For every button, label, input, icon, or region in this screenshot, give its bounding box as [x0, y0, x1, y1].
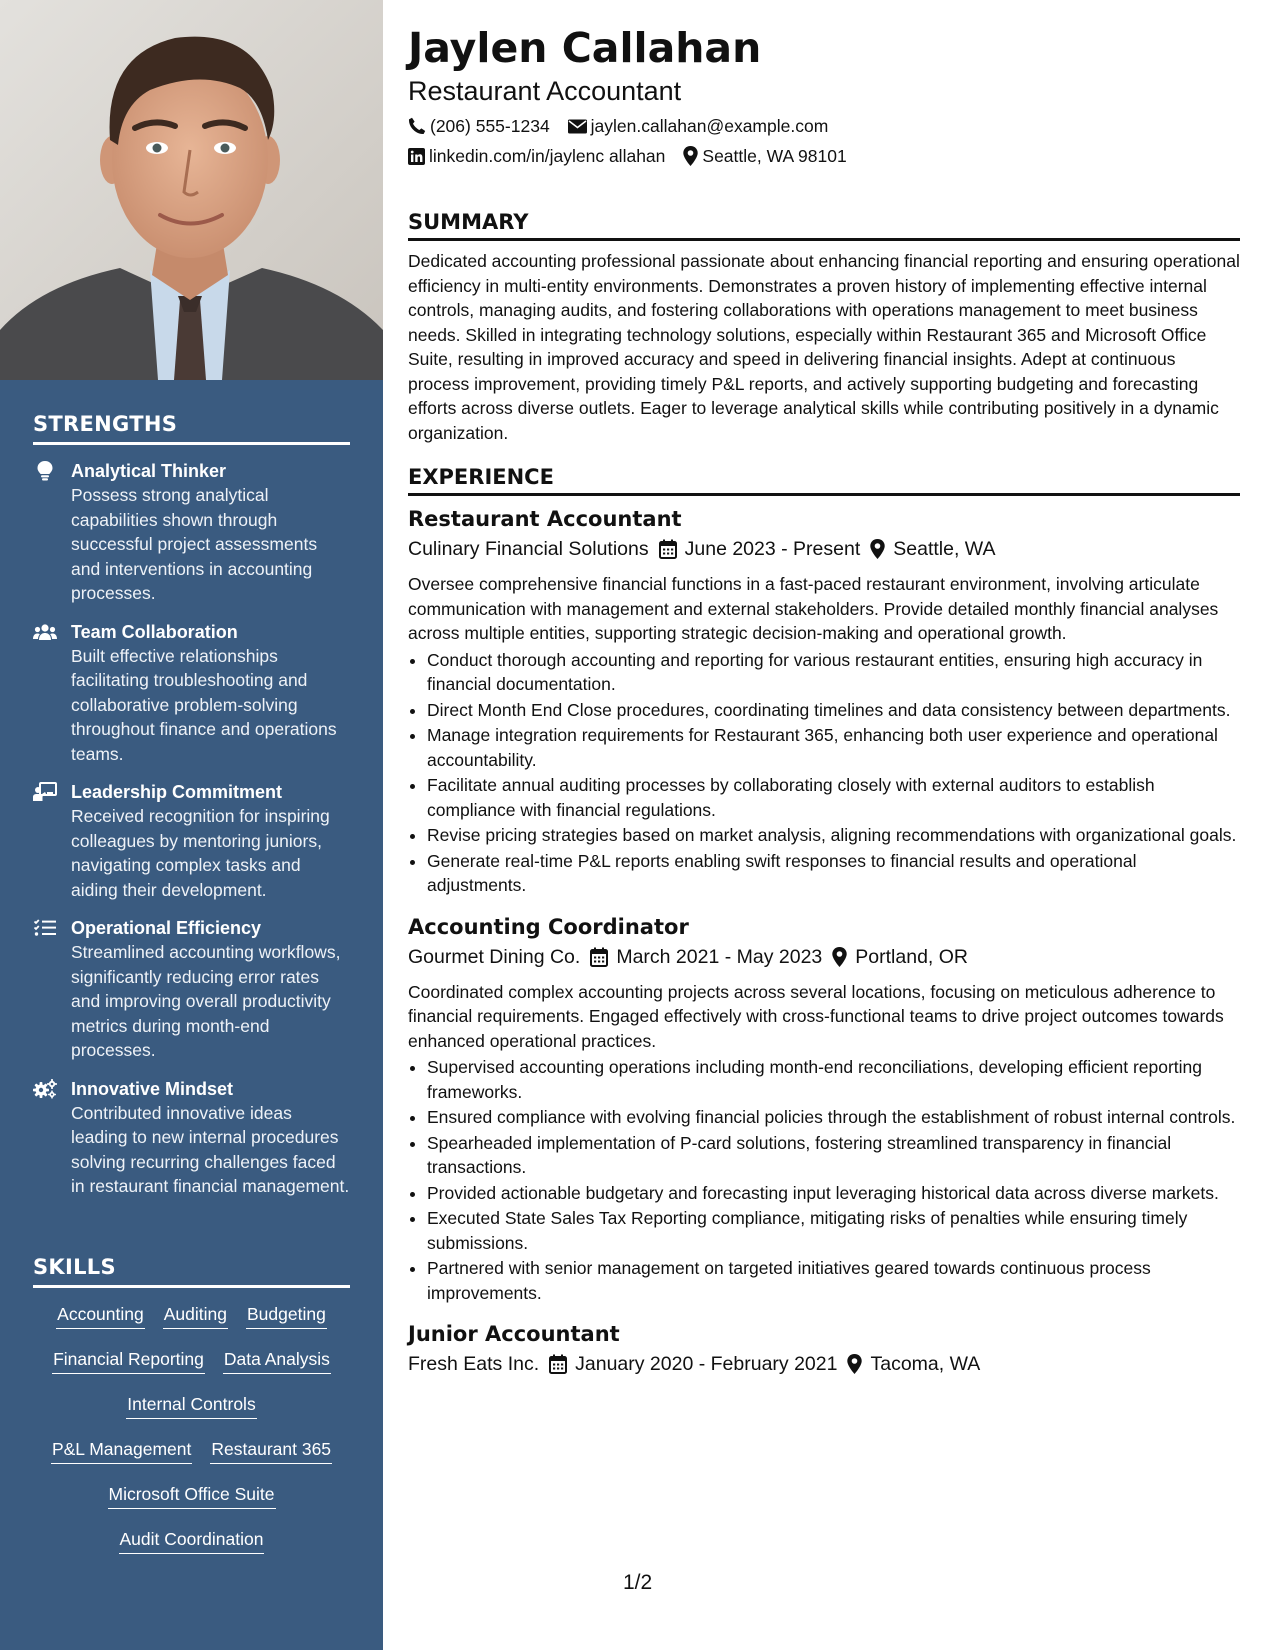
skill-tag: Accounting: [56, 1302, 145, 1329]
calendar-icon: [549, 1354, 567, 1374]
job-company: Gourmet Dining Co.: [408, 945, 581, 968]
job-dates-text: June 2023 - Present: [684, 538, 861, 560]
envelope-icon: [568, 119, 587, 134]
job-bullet: • Direct Month End Close procedures, coordinating timelines and data consistency between departments.: [427, 698, 1240, 723]
cogs-icon: [33, 1079, 57, 1099]
summary-text: Dedicated accounting professional passionate about enhancing financial reporting and ensuring operational efficiency in multi-entity environments. Demonstrates a proven history of implementing effective internal controls, managing audits, and fostering collaborations with operations management to meet business needs. Skilled in integrating technology solutions, especially within Restaurant 365 and Microsoft Office Suite, resulting in improved accuracy and speed in delivering financial insights. Adept at continuous process improvement, providing timely P&L reports, and actively supporting budgeting and forecasting efforts across diverse outlets. Eager to leverage analytical skills while contributing positively in a dynamic organization.: [408, 251, 1240, 443]
job-dates: [549, 1349, 837, 1379]
skill-tag: Microsoft Office Suite: [108, 1482, 276, 1509]
job-location-text: Portland, OR: [855, 945, 968, 968]
strength-item: [33, 780, 350, 902]
candidate-name: Jaylen Callahan: [408, 24, 762, 72]
skill-tag: Internal Controls: [126, 1392, 256, 1419]
strength-title: Leadership Commitment: [71, 782, 283, 802]
strength-description: Streamlined accounting workflows, significantly reducing error rates and improving overall productivity metrics during month-end processes.: [71, 942, 341, 1060]
linkedin-icon: [408, 148, 425, 165]
job-dates-text: March 2021 - May 2023: [616, 945, 823, 968]
calendar-icon: [590, 947, 608, 967]
sidebar: [0, 0, 383, 1650]
job-dates-text: January 2020 - February 2021: [575, 1353, 838, 1375]
job-location-text: Tacoma, WA: [870, 1353, 981, 1375]
skill-tag: Auditing: [163, 1302, 228, 1329]
job-location: [832, 942, 968, 972]
skills-section: [33, 1255, 350, 1572]
summary-heading: SUMMARY: [408, 208, 1240, 241]
job-description: Oversee comprehensive financial functions in a fast-paced restaurant environment, involving articulate communication with management and external stakeholders. Provide detailed monthly financial analyses across multiple entities, supporting strategic decision-making and operational growth.: [408, 574, 1219, 643]
skill-tag: Budgeting: [246, 1302, 327, 1329]
strength-item: [33, 1077, 350, 1199]
job-location-text: Seattle, WA: [893, 538, 996, 560]
strength-description: Contributed innovative ideas leading to new internal procedures solving recurring challenges faced in restaurant financial management.: [71, 1102, 350, 1196]
strength-title: Team Collaboration: [71, 621, 238, 642]
job-role: Junior Accountant: [408, 1322, 620, 1346]
job-location: [870, 534, 995, 564]
skill-tag: Data Analysis: [223, 1347, 331, 1374]
skill-row: [33, 1527, 350, 1572]
job-dates: [590, 942, 822, 972]
job-meta: [408, 534, 1240, 564]
job-bullet: • Generate real-time P&L reports enabling swift responses to financial results and operational adjustments.: [427, 849, 1240, 898]
job-bullet: • Revise pricing strategies based on market analysis, aligning recommendations with organizational goals.: [427, 823, 1240, 848]
job-bullet: • Executed State Sales Tax Reporting compliance, mitigating risks of penalties while ensuring timely submissions.: [427, 1206, 1240, 1255]
checklist-icon: [33, 918, 57, 938]
skills-heading: SKILLS: [33, 1255, 350, 1288]
map-marker-icon: [832, 947, 847, 967]
strength-title: Innovative Mindset: [71, 1078, 234, 1099]
job-company: Fresh Eats Inc.: [408, 1353, 540, 1375]
job-meta: [408, 1349, 1240, 1379]
job-bullet: • Ensured compliance with evolving financial policies through the establishment of robust internal controls.: [427, 1105, 1240, 1130]
job-bullet: • Supervised accounting operations including month-end reconciliations, developing efficient reporting frameworks.: [427, 1055, 1240, 1104]
skill-row: [33, 1392, 350, 1437]
profile-photo: [0, 0, 383, 380]
job-bullet: • Facilitate annual auditing processes by collaborating closely with external auditors to establish compliance with financial regulations.: [427, 773, 1240, 822]
job-bullet: • Partnered with senior management on targeted initiatives geared towards continuous process improvements.: [427, 1256, 1240, 1305]
users-icon: [33, 622, 57, 642]
map-marker-icon: [683, 146, 698, 166]
main-content: [408, 22, 1240, 1379]
skill-row: [33, 1302, 350, 1347]
strength-item: [33, 916, 350, 1063]
job-bullets: [408, 648, 1240, 898]
job-dates: [659, 534, 861, 564]
contact-email[interactable]: [568, 114, 829, 138]
lightbulb-icon: [33, 461, 57, 481]
skills-list: [33, 1302, 350, 1572]
job-description: Coordinated complex accounting projects across several locations, focusing on meticulous adherence to financial requirements. Engaged effectively with cross-functional teams to drive project outcomes towards enhanced operational practices.: [408, 981, 1224, 1051]
job-company: Culinary Financial Solutions: [408, 538, 649, 560]
skill-tag: P&L Management: [51, 1437, 192, 1464]
skill-row: [33, 1482, 350, 1527]
skill-row: [33, 1437, 350, 1482]
chalkboard-teacher-icon: [33, 782, 57, 802]
phone-icon: [408, 117, 426, 135]
job-bullet: • Conduct thorough accounting and reporting for various restaurant entities, ensuring high accuracy in financial documentation.: [427, 648, 1240, 697]
job-role: Accounting Coordinator: [408, 914, 689, 939]
skill-tag: Restaurant 365: [210, 1437, 332, 1464]
strength-item: [33, 620, 350, 767]
strength-description: Built effective relationships facilitating troubleshooting and collaborative problem-solving throughout finance and operations teams.: [71, 645, 337, 764]
map-marker-icon: [870, 539, 885, 559]
contact-location: [683, 144, 846, 168]
job-bullet: • Spearheaded implementation of P-card solutions, fostering streamlined transparency in financial transactions.: [427, 1131, 1240, 1180]
job-entry: [408, 504, 1240, 898]
contact-phone[interactable]: [408, 114, 550, 138]
calendar-icon: [659, 539, 677, 559]
summary-section: [408, 208, 1240, 445]
skill-row: [33, 1347, 350, 1392]
map-marker-icon: [847, 1354, 862, 1374]
job-bullet: • Provided actionable budgetary and forecasting input leveraging historical data across diverse markets.: [427, 1181, 1240, 1206]
location-text: Seattle, WA 98101: [702, 146, 847, 166]
linkedin-text: linkedin.com/in/jaylenc allahan: [429, 146, 666, 166]
job-bullet: • Manage integration requirements for Restaurant 365, enhancing both user experience and operational accountability.: [427, 723, 1240, 772]
strengths-section: [33, 412, 350, 1199]
strength-description: Received recognition for inspiring colleagues by mentoring juniors, navigating complex tasks and aiding their development.: [71, 806, 330, 900]
skill-tag: Audit Coordination: [119, 1527, 265, 1554]
candidate-title: Restaurant Accountant: [408, 76, 682, 106]
strength-title: Operational Efficiency: [71, 918, 262, 938]
strengths-heading: STRENGTHS: [33, 412, 350, 445]
contact-linkedin[interactable]: [408, 144, 665, 168]
strength-description: Possess strong analytical capabilities shown through successful project assessments and interventions in accounting processes.: [71, 485, 318, 603]
job-meta: [408, 942, 1240, 972]
job-entry: [408, 1319, 1240, 1379]
experience-heading: EXPERIENCE: [408, 463, 1240, 496]
experience-section: [408, 463, 1240, 1379]
skill-tag: Financial Reporting: [52, 1347, 205, 1374]
job-entry: [408, 912, 1240, 1306]
strength-item: [33, 459, 350, 606]
phone-text: (206) 555-1234: [430, 116, 550, 136]
email-text: jaylen.callahan@example.com: [590, 116, 829, 136]
job-location: [847, 1349, 980, 1379]
contact-line: [408, 144, 1240, 168]
job-bullets: [408, 1055, 1240, 1305]
contact-line: [408, 114, 1240, 138]
strength-title: Analytical Thinker: [71, 461, 227, 481]
job-role: Restaurant Accountant: [408, 507, 682, 531]
page-number: 1/2: [623, 1571, 653, 1594]
